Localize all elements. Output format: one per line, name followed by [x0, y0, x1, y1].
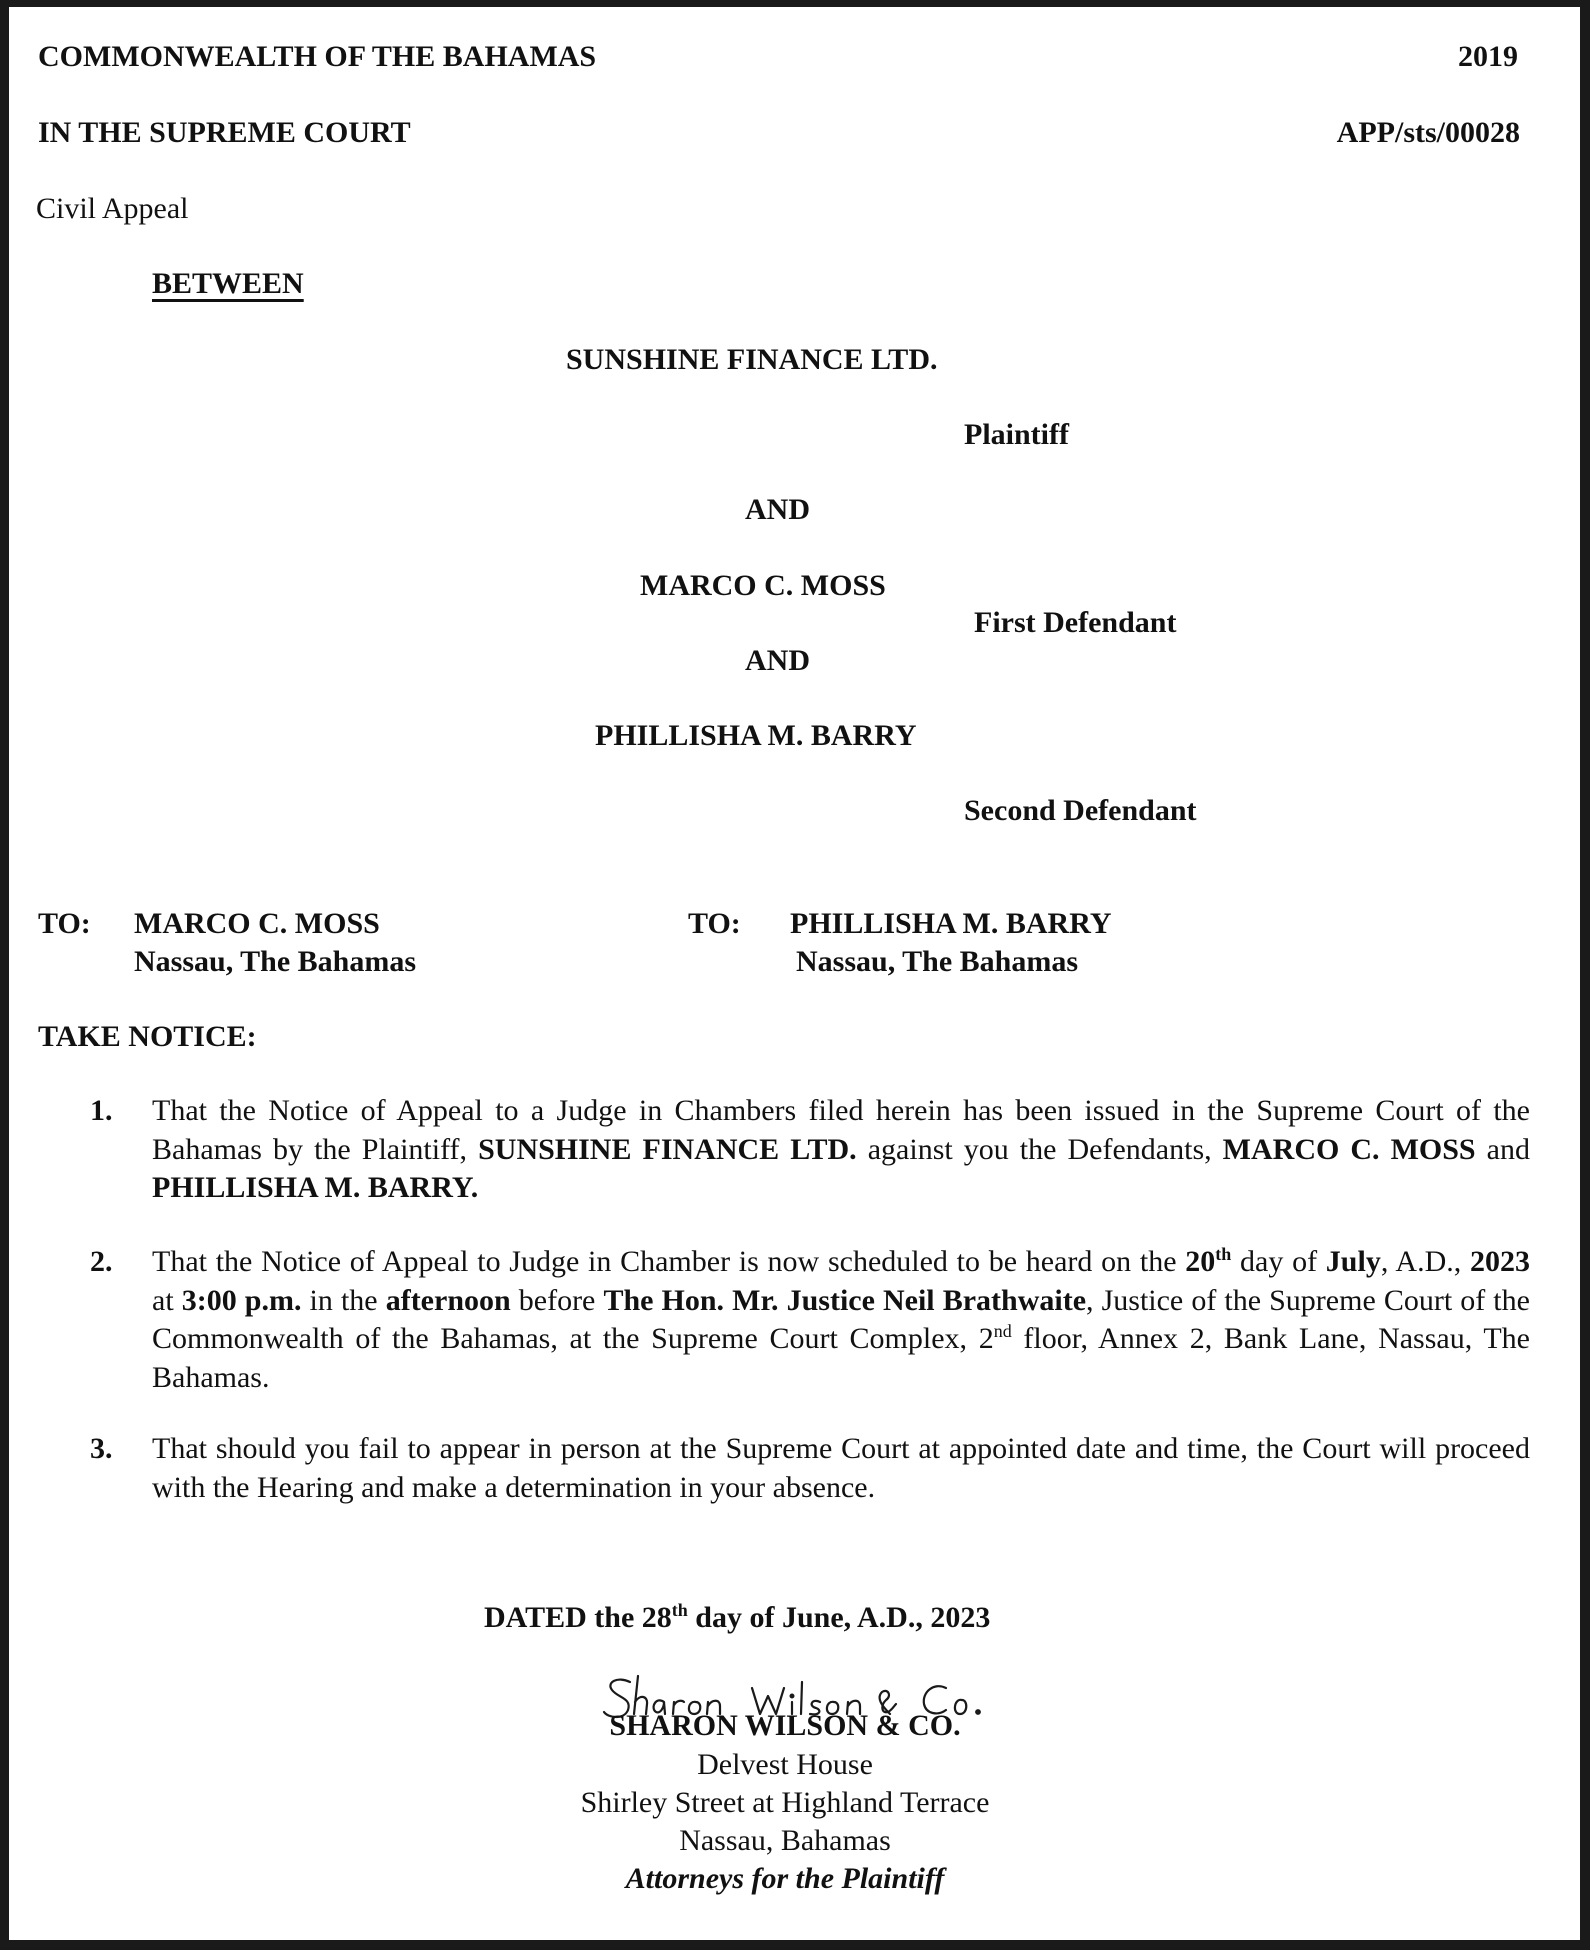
and-separator-1: AND — [745, 493, 810, 526]
jurisdiction-heading: COMMONWEALTH OF THE BAHAMAS — [38, 40, 597, 73]
second-defendant-role: Second Defendant — [964, 794, 1197, 827]
item-number-2: 2. — [90, 1245, 113, 1278]
addressee-address-2: Nassau, The Bahamas — [796, 945, 1079, 978]
notice-item-3: That should you fail to appear in person at the Supreme Court at appointed date and time, the Court will proceed with the Hearing and make a determination in your absence. — [152, 1432, 1530, 1504]
item-number-3: 3. — [90, 1432, 113, 1465]
first-defendant-name: MARCO C. MOSS — [640, 569, 886, 602]
dated-line: DATED the 28th day of June, A.D., 2023 — [484, 1600, 991, 1634]
notice-item-2: That the Notice of Appeal to Judge in Chamber is now scheduled to be heard on the 20th day of July, A.D., 2023 at 3:00 p.m. in the afternoon before The Hon. Mr. Justice Neil Brathwaite, Justice of the Supreme Court of the Commonwealth of the Bahamas, at the Supreme Court Complex, 2nd floor, Annex 2, Bank Lane, Nassau, The Bahamas. — [152, 1244, 1530, 1394]
case-type: Civil Appeal — [36, 192, 189, 225]
case-number: APP/sts/00028 — [1336, 116, 1520, 149]
first-defendant-role: First Defendant — [974, 606, 1177, 639]
plaintiff-role: Plaintiff — [964, 418, 1069, 451]
addressee-name-1: MARCO C. MOSS — [134, 907, 380, 940]
between-label: BETWEEN — [152, 267, 304, 300]
and-separator-2: AND — [745, 644, 810, 677]
take-notice-heading: TAKE NOTICE: — [38, 1020, 257, 1053]
plaintiff-name: SUNSHINE FINANCE LTD. — [566, 343, 938, 376]
firm-address-line-2: Shirley Street at Highland Terrace — [580, 1786, 990, 1819]
case-year: 2019 — [1458, 40, 1518, 73]
to-label-1: TO: — [38, 907, 91, 940]
to-label-2: TO: — [688, 907, 741, 940]
addressee-address-1: Nassau, The Bahamas — [134, 945, 417, 978]
attorneys-role: Attorneys for the Plaintiff — [625, 1862, 945, 1895]
firm-name: SHARON WILSON & CO. — [609, 1709, 961, 1742]
second-defendant-name: PHILLISHA M. BARRY — [595, 719, 917, 752]
item-number-1: 1. — [90, 1094, 113, 1127]
court-heading: IN THE SUPREME COURT — [38, 116, 411, 149]
notice-item-1: That the Notice of Appeal to a Judge in Chambers filed herein has been issued in the Supreme Court of the Bahamas by the Plaintiff, SUNSHINE FINANCE LTD. against you the Defendants, MARCO C. MOSS and PHILLISHA M. BARRY. — [152, 1094, 1530, 1204]
firm-address-line-1: Delvest House — [697, 1748, 873, 1781]
firm-address-line-3: Nassau, Bahamas — [679, 1824, 891, 1857]
addressee-name-2: PHILLISHA M. BARRY — [790, 907, 1112, 940]
